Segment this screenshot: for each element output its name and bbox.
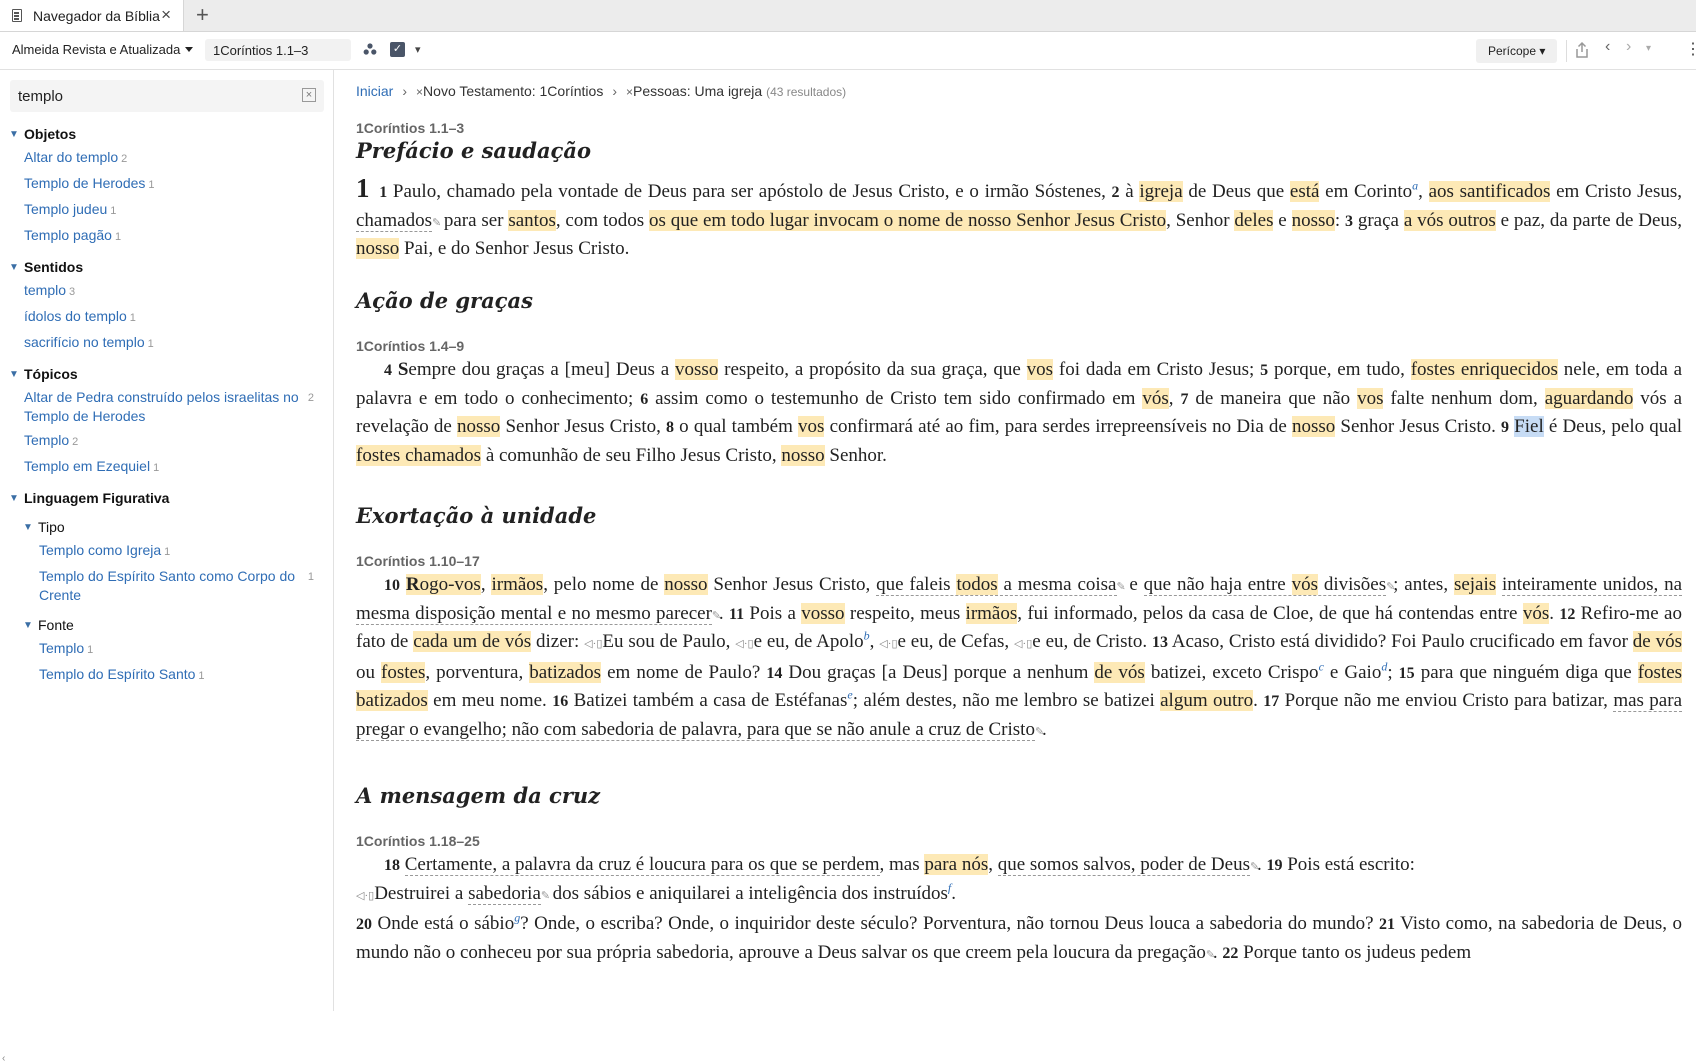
forward-icon[interactable]: › xyxy=(1626,38,1632,55)
results-tree xyxy=(0,122,334,689)
tree-item-count: 2 xyxy=(72,436,79,448)
tree-item-count: 1 xyxy=(148,179,155,191)
verse-text[interactable]: 1 1 Paulo, chamado pela vontade de Deus para ser apóstolo de Jesus Cristo, e o irmão Sóstenes, 2 à igreja de Deus que está em Corinto$^a$, aos santificados em Cristo Jesus, chamados✎ para ser santos, com todos os que em todo lugar invocam o nome de nosso Senhor Jesus Cristo, Senhor deles e nosso: 3 graça a vós outros e paz, da parte de Deus, nosso Pai, e do Senhor Jesus Cristo. xyxy=(356,173,1683,259)
sidebar xyxy=(0,70,334,1064)
section-heading: Exortação à unidade xyxy=(356,503,597,528)
toolbar-divider xyxy=(1566,40,1567,62)
tree-item-label: Templo em Ezequiel xyxy=(24,458,151,474)
passage xyxy=(356,503,1682,743)
verse-text[interactable]: 10 Rogo-vos, irmãos, pelo nome de nosso Senhor Jesus Cristo, que faleis todos a mesma coisa✎ e que não haja entre vós divisões✎; antes, sejais inteiramente unidos, na mesma disposição mental e no mesmo parecer✎. 11 Pois a vosso respeito, meus irmãos, fui informado, pelos da casa de Cloe, de que há contendas entre vós. 12 Refiro-me ao fato de cada um de vós dizer: ◁·▯Eu sou de Paulo, ◁·▯e eu, de Apolo$^b$, ◁·▯e eu, de Cefas, ◁·▯e eu, de Cristo. 13 Acaso, Cristo está dividido? Foi Paulo crucificado em favor de vós ou fostes, porventura, batizados em nome de Paulo? 14 Dou graças [a Deus] porque a nenhum de vós batizei, exceto Crispo$^c$ e Gaio$^d$; 15 para que ninguém diga que fostes batizados em meu nome. 16 Batizei também a casa de Estéfanas$^e$; além destes, não me lembro se batizei algum outro. 17 Porque não me enviou Cristo para batizar, mas para pregar o evangelho; não com sabedoria de palavra, para que se não anule a cruz de Cristo✎. xyxy=(356,574,1683,740)
passage-reference[interactable]: 1Coríntios 1.1–3 xyxy=(356,120,465,136)
collapse-sidebar-icon[interactable]: ‹ xyxy=(2,1053,6,1064)
tree-item[interactable] xyxy=(0,565,334,608)
remove-filter-icon[interactable]: × xyxy=(416,85,424,99)
tree-item-label: templo xyxy=(24,282,67,298)
chevron-down-icon[interactable]: ▼ xyxy=(9,261,19,273)
chevron-down-icon[interactable]: ▼ xyxy=(23,619,33,631)
results-count: (43 resultados) xyxy=(766,85,847,99)
tree-item[interactable] xyxy=(0,386,334,429)
tree-item-count: 2 xyxy=(307,392,314,404)
tree-item[interactable] xyxy=(0,429,334,455)
tree-item-label: sacrifício no templo xyxy=(24,334,145,350)
people-icon[interactable] xyxy=(363,42,377,56)
tree-item-label: Templo do Espírito Santo xyxy=(39,666,196,682)
breadcrumb-separator: › xyxy=(612,83,617,99)
section-heading: Ação de graças xyxy=(356,288,533,313)
tree-item[interactable] xyxy=(0,279,334,305)
group-label: Tópicos xyxy=(24,366,78,382)
group-objetos[interactable] xyxy=(0,122,334,146)
remove-filter-icon[interactable]: × xyxy=(626,85,634,99)
tree-item-count: 1 xyxy=(164,546,171,558)
chevron-down-icon[interactable]: ▼ xyxy=(23,521,33,533)
passage xyxy=(356,120,1682,263)
tree-item-count: 2 xyxy=(121,153,128,165)
reference-input[interactable] xyxy=(205,39,351,61)
tree-item-label: Templo pagão xyxy=(24,227,112,243)
tree-item-count: 1 xyxy=(114,231,122,243)
back-icon[interactable]: ‹ xyxy=(1605,38,1611,55)
group-label: Objetos xyxy=(24,126,77,142)
tree-item-count: 3 xyxy=(69,286,76,298)
tab-bible-browser[interactable] xyxy=(0,0,184,31)
chevron-down-icon[interactable]: ▼ xyxy=(9,368,19,380)
caret-down-icon xyxy=(185,47,193,52)
tree-item[interactable] xyxy=(0,224,334,250)
pericope-label: Perícope xyxy=(1488,44,1537,58)
chevron-down-icon[interactable]: ▼ xyxy=(9,492,19,504)
tree-item[interactable] xyxy=(0,663,334,689)
history-dropdown-icon[interactable]: ▾ xyxy=(1646,43,1652,54)
bible-version-label: Almeida Revista e Atualizada xyxy=(12,42,181,57)
more-options-icon[interactable]: ⋮ xyxy=(1685,41,1701,58)
passage-reference[interactable]: 1Coríntios 1.10–17 xyxy=(356,553,480,569)
toolbar xyxy=(0,32,1701,70)
tree-item[interactable] xyxy=(0,146,334,172)
tree-item-label: Templo do Espírito Santo como Corpo do Crente xyxy=(39,568,296,603)
share-icon[interactable] xyxy=(1574,41,1590,59)
tree-item[interactable] xyxy=(0,172,334,198)
tree-item[interactable] xyxy=(0,331,334,357)
passage-reference[interactable]: 1Coríntios 1.18–25 xyxy=(356,833,480,849)
bible-version-select[interactable] xyxy=(12,42,193,57)
tree-item-count: 1 xyxy=(110,205,117,217)
document-icon xyxy=(12,9,22,22)
tree-item-label: Templo xyxy=(39,640,85,656)
breadcrumb-home-link[interactable]: Iniciar xyxy=(356,83,394,99)
chapter-number: 1 xyxy=(356,173,370,203)
tree-item[interactable] xyxy=(0,637,334,663)
tree-item-label: Templo de Herodes xyxy=(24,175,146,191)
tab-title: Navegador da Bíblia xyxy=(33,7,160,24)
reading-pane xyxy=(356,70,1682,1011)
tree-item-label: ídolos do templo xyxy=(24,308,127,324)
section-heading: A mensagem da cruz xyxy=(356,783,601,808)
tree-item-label: Templo judeu xyxy=(24,201,108,217)
subgroup-tipo[interactable] xyxy=(0,515,334,539)
tree-item[interactable] xyxy=(0,539,334,565)
subgroup-label: Tipo xyxy=(38,519,65,535)
breadcrumb xyxy=(356,83,846,99)
tree-item-label: Altar de Pedra construído pelos israelitas no Templo de Herodes xyxy=(24,389,299,424)
subgroup-label: Fonte xyxy=(38,617,74,633)
passage xyxy=(356,783,1682,967)
tree-item[interactable] xyxy=(0,305,334,331)
tab-bar xyxy=(0,0,1696,32)
section-heading: Prefácio e saudação xyxy=(356,138,591,163)
chevron-down-icon[interactable]: ▼ xyxy=(9,128,19,140)
search-input[interactable] xyxy=(10,80,324,112)
tree-item-label: Templo como Igreja xyxy=(39,542,162,558)
tree-item-count: 1 xyxy=(147,338,154,350)
tree-item-count: 1 xyxy=(129,312,136,324)
group-linguagem-figurativa[interactable] xyxy=(0,486,334,510)
tree-item-count: 1 xyxy=(198,670,205,682)
clear-search-icon[interactable]: × xyxy=(302,88,316,102)
close-tab-icon[interactable]: × xyxy=(161,5,171,24)
verse-text[interactable]: 18 Certamente, a palavra da cruz é loucura para os que se perdem, mas para nós, que somos salvos, poder de Deus✎. 19 Pois está escrito: ◁·▯Destruirei a sabedoria✎ dos sábios e aniquilarei a inteligência dos instruídos$^f$. 20 Onde está o sábio$^g$? Onde, o escriba? Onde, o inquiridor deste século? Porventura, não tornou Deus louca a sabedoria do mundo? 21 Visto como, na sabedoria de Deus, o mundo não o conheceu por sua própria sabedoria, aprouve a Deus salvar os que creem pela loucura da pregação✎. 22 Porque tanto os judeus pedem xyxy=(356,854,1682,963)
passage xyxy=(356,288,1682,469)
checklist-icon[interactable]: ✓ xyxy=(390,42,405,57)
subgroup-fonte[interactable] xyxy=(0,613,334,637)
tree-item-label: Templo xyxy=(24,432,70,448)
pericope-button[interactable]: Perícope ▾ xyxy=(1476,39,1557,63)
breadcrumb-crumb[interactable]: Novo Testamento: 1Coríntios xyxy=(423,83,604,99)
tree-item-count: 1 xyxy=(153,462,160,474)
group-topicos[interactable] xyxy=(0,362,334,386)
tree-item-label: Altar do templo xyxy=(24,149,119,165)
group-label: Linguagem Figurativa xyxy=(24,490,170,506)
verse-text[interactable]: 4 Sempre dou graças a [meu] Deus a vosso respeito, a propósito da sua graça, que vos foi dada em Cristo Jesus; 5 porque, em tudo, fostes enriquecidos nele, em toda a palavra e em todo o conhecimento; 6 assim como o testemunho de Cristo tem sido confirmado em vós, 7 de maneira que não vos falte nenhum dom, aguardando vós a revelação de nosso Senhor Jesus Cristo, 8 o qual também vos confirmará até ao fim, para serdes irrepreensíveis no Dia de nosso Senhor Jesus Cristo. 9 Fiel é Deus, pelo qual fostes chamados à comunhão de seu Filho Jesus Cristo, nosso Senhor. xyxy=(356,359,1683,466)
breadcrumb-crumb[interactable]: Pessoas: Uma igreja xyxy=(633,83,763,99)
group-label: Sentidos xyxy=(24,259,84,275)
new-tab-button[interactable]: + xyxy=(196,2,209,27)
passage-reference[interactable]: 1Coríntios 1.4–9 xyxy=(356,338,465,354)
tree-item[interactable] xyxy=(0,455,334,481)
breadcrumb-separator: › xyxy=(402,83,408,99)
tree-item-count: 1 xyxy=(87,644,94,656)
tree-item[interactable] xyxy=(0,198,334,224)
tree-item-count: 1 xyxy=(307,571,314,583)
group-sentidos[interactable] xyxy=(0,255,334,279)
chevron-down-icon[interactable]: ▾ xyxy=(415,44,421,56)
